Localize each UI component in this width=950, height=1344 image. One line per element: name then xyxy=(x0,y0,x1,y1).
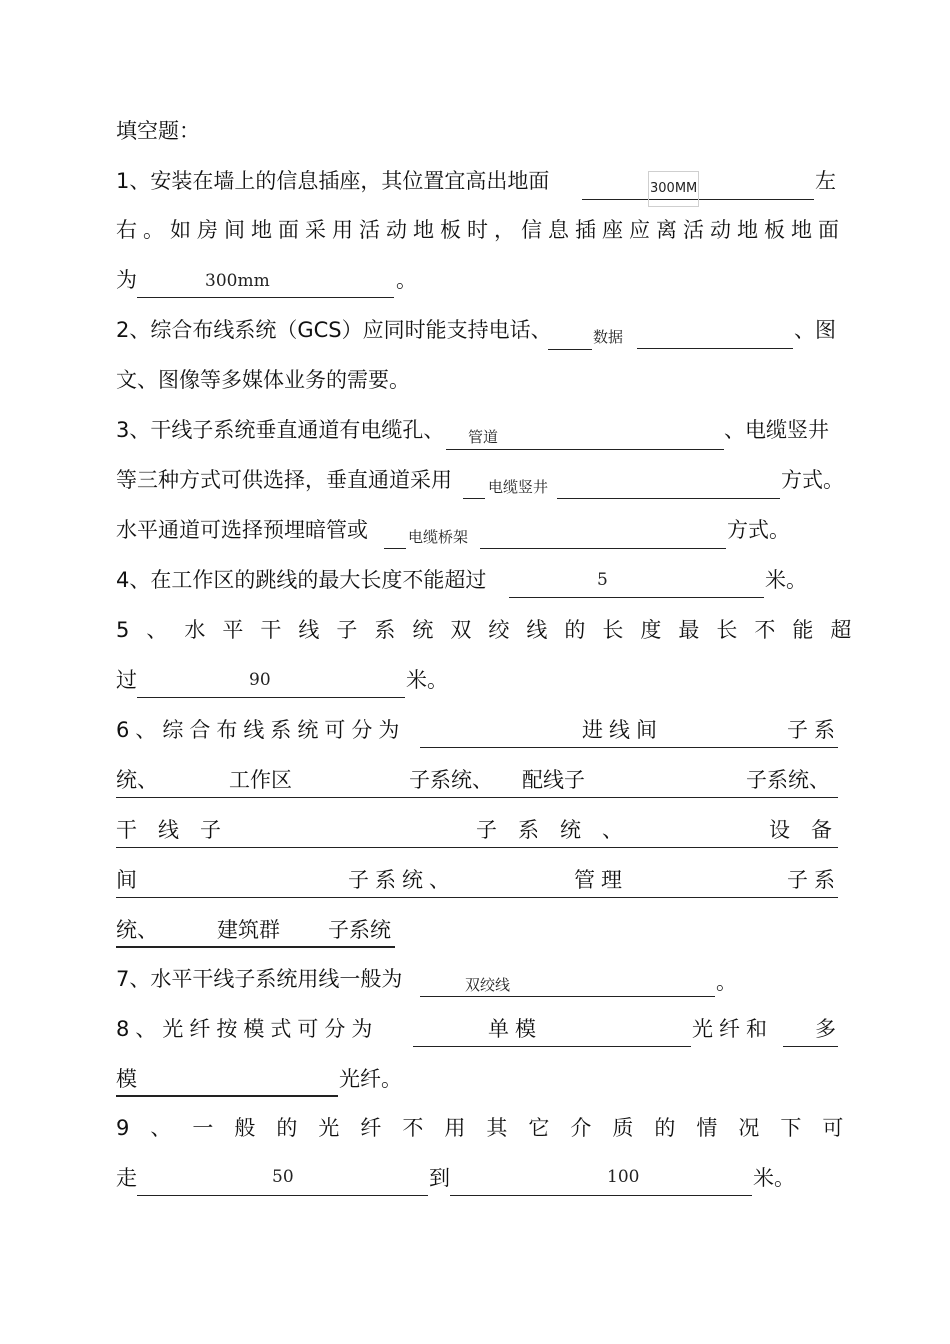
q8-blank-1 xyxy=(413,1046,691,1047)
q6-answer-3: 配线子 xyxy=(522,768,585,792)
q3-prefix: 3、干线子系统垂直通道有电缆孔、 xyxy=(116,418,445,442)
q6-suffix-7: 子系统 xyxy=(328,918,391,942)
q5-suffix: 米。 xyxy=(406,668,448,692)
q9-suffix: 米。 xyxy=(753,1166,795,1190)
q6-answer-1: 进线间 xyxy=(582,718,663,742)
q9-prefix-2: 走 xyxy=(116,1166,137,1190)
q6-suffix-3: 子系统、 xyxy=(746,768,830,792)
q6-blank-3 xyxy=(116,847,838,848)
q4-blank xyxy=(509,597,764,598)
q8-suffix: 光纤。 xyxy=(339,1067,402,1091)
q9-blank-2 xyxy=(450,1195,752,1196)
q6-blank-1 xyxy=(420,747,838,748)
q7-blank xyxy=(420,996,715,997)
q2-blank-a xyxy=(548,349,592,350)
q3-blank-3a xyxy=(384,548,406,549)
q8-answer-2b: 模 xyxy=(116,1067,137,1091)
section-heading: 填空题： xyxy=(116,119,200,143)
q9-answer-2: 100 xyxy=(607,1167,640,1187)
q7-end: 。 xyxy=(716,970,737,994)
q6-suffix-5: 子系统、 xyxy=(348,868,456,892)
q9-line-1: 9、一般的光纤不用其它介质的情况下可 xyxy=(116,1116,865,1140)
q3-suffix-1: 、电缆竖井 xyxy=(724,418,829,442)
q1-blank-2 xyxy=(137,297,394,298)
q5-blank xyxy=(137,697,405,698)
q8-mid: 光纤和 xyxy=(692,1017,773,1041)
q6-suffix-6a: 子系 xyxy=(787,868,841,892)
q3-suffix-3: 方式。 xyxy=(727,518,790,542)
q3-answer-2: 电缆竖井 xyxy=(488,478,549,496)
q3-prefix-2: 等三种方式可供选择，垂直通道采用 xyxy=(116,468,452,492)
q2-blank-b xyxy=(637,348,793,349)
q9-blank-1 xyxy=(137,1195,428,1196)
q2-answer: 数据 xyxy=(593,328,624,346)
q2-prefix: 2、综合布线系统（GCS）应同时能支持电话、 xyxy=(116,318,552,342)
q1-suffix-1: 左 xyxy=(815,169,836,193)
q8-answer-1: 单模 xyxy=(488,1017,542,1041)
q6-answer-7: 建筑群 xyxy=(217,918,280,942)
q9-mid: 到 xyxy=(429,1166,450,1190)
q6-suffix-1a: 子系 xyxy=(787,718,841,742)
q1-end: 。 xyxy=(396,268,417,292)
q6-answer-5b: 间 xyxy=(116,868,137,892)
q6-suffix-6b: 统、 xyxy=(116,918,158,942)
q6-answer-5a: 设备 xyxy=(769,818,853,842)
q9-answer-1: 50 xyxy=(272,1167,294,1187)
q8-blank-3 xyxy=(116,1095,338,1097)
q6-suffix-4: 子系统、 xyxy=(476,818,644,842)
q4-prefix: 4、在工作区的跳线的最大长度不能超过 xyxy=(116,568,487,592)
q7-answer: 双绞线 xyxy=(465,976,511,994)
q5-line-1: 5、水平干线子系统双绞线的长度最长不能超 xyxy=(116,618,869,642)
q6-suffix-1b: 统、 xyxy=(116,768,158,792)
q5-prefix-2: 过 xyxy=(116,668,137,692)
q1-prefix-3: 为 xyxy=(116,268,137,292)
q6-suffix-2: 子系统、 xyxy=(409,768,493,792)
q3-blank-1 xyxy=(446,449,724,450)
q6-answer-6: 管理 xyxy=(574,868,628,892)
q8-answer-2a: 多 xyxy=(815,1017,836,1041)
q3-prefix-3: 水平通道可选择预埋暗管或 xyxy=(116,518,368,542)
q6-blank-5 xyxy=(116,946,395,948)
q1-line-2: 右。如房间地面采用活动地板时，信息插座应离活动地板地面 xyxy=(116,218,845,242)
q4-answer: 5 xyxy=(597,570,608,590)
q4-suffix: 米。 xyxy=(765,568,807,592)
q8-blank-2 xyxy=(783,1046,838,1047)
q1-prefix: 1、安装在墙上的信息插座，其位置宜高出地面 xyxy=(116,169,550,193)
q2-suffix: 、图 xyxy=(794,318,836,342)
q3-blank-2a xyxy=(463,498,485,499)
q2-line-2: 文、图像等多媒体业务的需要。 xyxy=(116,368,410,392)
q6-answer-2: 工作区 xyxy=(229,768,292,792)
q6-blank-4 xyxy=(116,897,838,898)
q5-answer: 90 xyxy=(249,670,271,690)
q6-answer-4: 干线子 xyxy=(116,818,242,842)
q6-blank-2 xyxy=(116,797,838,798)
q3-answer-1: 管道 xyxy=(468,428,499,446)
q7-prefix: 7、水平干线子系统用线一般为 xyxy=(116,967,403,991)
q1-answer-2: 300mm xyxy=(205,271,270,291)
q8-prefix: 8、光纤按模式可分为 xyxy=(116,1017,379,1041)
q3-blank-3b xyxy=(480,548,726,549)
q3-blank-2b xyxy=(557,498,780,499)
q3-suffix-2: 方式。 xyxy=(781,468,844,492)
q1-answer-1: 300MM xyxy=(648,171,699,207)
q3-answer-3: 电缆桥架 xyxy=(408,528,469,546)
q6-prefix: 6、综合布线系统可分为 xyxy=(116,718,406,742)
